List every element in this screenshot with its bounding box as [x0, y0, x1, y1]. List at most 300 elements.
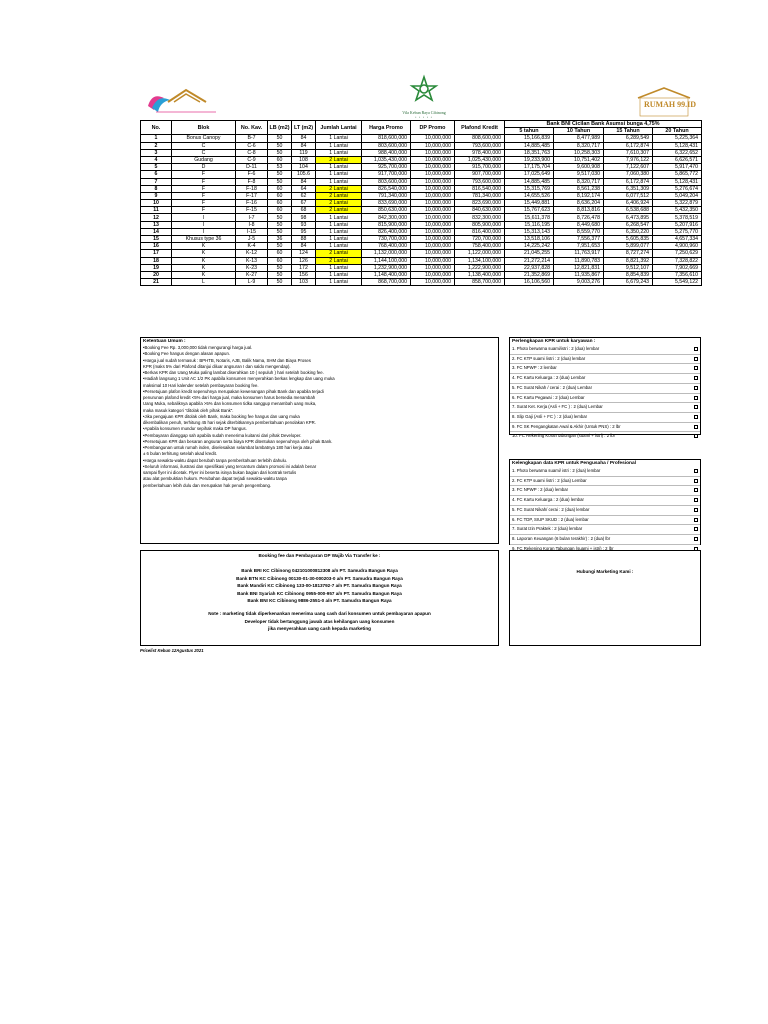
cell-c20: 6,626,571	[653, 156, 702, 163]
cell-lb: 50	[268, 279, 292, 286]
ketentuan-line-text: •Berkas KPR dan Uang Muka paling lambat diserahkan 10 ( sepuluh ) hari setelah booking fee.	[143, 370, 324, 375]
cell-c10: 12,821,831	[554, 264, 604, 271]
bank-account-line	[141, 567, 498, 574]
cell-c15: 7,060,380	[604, 171, 653, 178]
karyawan-item	[510, 403, 700, 413]
ketentuan-line-text: •Booking Fee Rp. 3,000,000 tidak mengurangi harga jual.	[143, 345, 253, 350]
bank-note-line	[141, 618, 498, 625]
karyawan-item-text: 4. FC Kartu Keluarga : 2 (dua) Lembar	[512, 375, 586, 381]
cell-plafond: 781,340,000	[455, 192, 505, 199]
cell-lt: 98	[292, 214, 316, 221]
profesional-item	[510, 477, 700, 487]
cell-c5: 22,937,828	[505, 264, 554, 271]
profesional-item-text: 4. FC Kartu Keluarga : 2 (dua) lembar	[512, 497, 584, 503]
cell-no: 15	[141, 236, 172, 243]
cell-dp: 10,000,000	[411, 221, 455, 228]
header-plafond: Plafond Kredit	[455, 121, 505, 135]
profesional-item	[510, 496, 700, 506]
cell-blok: F	[172, 185, 236, 192]
cell-lb: 50	[268, 214, 292, 221]
cell-kav: F-6	[236, 171, 268, 178]
cell-plafond: 816,400,000	[455, 228, 505, 235]
karyawan-item-text: 7. Surat Ket. Kerja (Asli + FC ) : 2 (dua) Lembar	[512, 404, 603, 410]
cell-c5: 14,885,485	[505, 178, 554, 185]
table-row	[141, 185, 702, 192]
cell-harga: 826,400,000	[362, 228, 411, 235]
cell-lantai: 2 Lantai	[316, 200, 362, 207]
cell-lb: 60	[268, 185, 292, 192]
karyawan-item	[510, 364, 700, 374]
cell-lantai: 1 Lantai	[316, 243, 362, 250]
cell-no: 4	[141, 156, 172, 163]
cell-lt: 124	[292, 250, 316, 257]
cell-lt: 84	[292, 243, 316, 250]
cell-blok: K	[172, 250, 236, 257]
table-row	[141, 243, 702, 250]
cell-harga: 850,630,000	[362, 207, 411, 214]
ketentuan-line-text: •Booking Fee hangus dengan alasan apapun.	[143, 351, 231, 357]
cell-c20: 5,432,350	[653, 207, 702, 214]
cell-lt: 108	[292, 156, 316, 163]
cell-c10: 9,003,276	[554, 279, 604, 286]
cell-c20: 5,549,122	[653, 279, 702, 286]
cell-dp: 10,000,000	[411, 243, 455, 250]
cell-lb: 60	[268, 250, 292, 257]
ketentuan-line-text: •Pembangunan untuk rumah inden, diselesaikan selambat lambatnya 180 hari kerja atau	[143, 445, 312, 450]
table-row	[141, 250, 702, 257]
cell-lb: 50	[268, 243, 292, 250]
header-no: No.	[141, 121, 172, 135]
bank-account-line-text: Bank BRI KC Cibinong 042101000812308 a/n PT. Samudra Bangun Raya	[241, 568, 398, 574]
cell-c20: 5,378,519	[653, 214, 702, 221]
cell-lt: 84	[292, 178, 316, 185]
cell-blok: Khusus type 36	[172, 236, 236, 243]
ketentuan-line-text: dikembalikan penuh, terhitung 45 hari sejak diterbitkannya pemberitahuan penolakan KPR.	[143, 420, 316, 425]
checkbox-icon	[694, 518, 698, 522]
checkbox-icon	[694, 396, 698, 400]
header-lb: LB (m2)	[268, 121, 292, 135]
cell-blok: I	[172, 228, 236, 235]
cell-lantai: 1 Lantai	[316, 164, 362, 171]
cell-lantai: 1 Lantai	[316, 271, 362, 278]
cell-harga: 1,144,100,000	[362, 257, 411, 264]
table-row	[141, 200, 702, 207]
ketentuan-box	[140, 337, 499, 544]
karyawan-item-text: 6. FC Kartu Pegawai : 2 (dua) Lembar	[512, 394, 585, 400]
cell-kav: F-18	[236, 185, 268, 192]
karyawan-item-text: 3. FC NPWP : 2 lembar	[512, 365, 557, 371]
cell-harga: 842,300,000	[362, 214, 411, 221]
karyawan-item	[510, 423, 700, 433]
cell-lt: 95	[292, 228, 316, 235]
cell-c15: 6,172,874	[604, 142, 653, 149]
bank-account-line-text: Bank BTN KC Cibinong 00130-01-30-000203-0 a/n PT. Samudra Bangun Raya	[236, 575, 403, 581]
cell-plafond: 805,900,000	[455, 221, 505, 228]
karyawan-title: Perlengkapan KPR untuk karyawan :	[512, 339, 596, 344]
cell-lantai: 1 Lantai	[316, 228, 362, 235]
cell-no: 1	[141, 135, 172, 142]
cell-lantai: 1 Lantai	[316, 178, 362, 185]
cell-no: 21	[141, 279, 172, 286]
table-row	[141, 164, 702, 171]
cell-lt: 64	[292, 185, 316, 192]
cell-c15: 5,899,077	[604, 243, 653, 250]
cell-no: 9	[141, 192, 172, 199]
marketing-contact-box	[509, 550, 701, 646]
table-row	[141, 257, 702, 264]
cell-lantai: 1 Lantai	[316, 142, 362, 149]
cell-c15: 6,679,243	[604, 279, 653, 286]
cell-c15: 7,976,122	[604, 156, 653, 163]
cell-dp: 10,000,000	[411, 185, 455, 192]
cell-c20: 5,049,204	[653, 192, 702, 199]
cell-kav: I-15	[236, 228, 268, 235]
table-row	[141, 149, 702, 156]
cell-plafond: 1,222,900,000	[455, 264, 505, 271]
cell-lantai: 1 Lantai	[316, 221, 362, 228]
checkbox-icon	[694, 537, 698, 541]
cell-plafond: 808,600,000	[455, 135, 505, 142]
cell-dp: 10,000,000	[411, 271, 455, 278]
cell-lantai: 2 Lantai	[316, 192, 362, 199]
cell-c5: 15,767,623	[505, 207, 554, 214]
cell-kav: K-4	[236, 243, 268, 250]
cell-dp: 10,000,000	[411, 149, 455, 156]
cell-lb: 60	[268, 156, 292, 163]
bank-note-line	[141, 625, 498, 632]
cell-lt: 105.6	[292, 171, 316, 178]
cell-kav: C-6	[236, 142, 268, 149]
karyawan-item	[510, 345, 700, 355]
bank-note-line	[141, 610, 498, 617]
cell-dp: 10,000,000	[411, 192, 455, 199]
cell-c10: 7,556,377	[554, 236, 604, 243]
cell-lt: 88	[292, 236, 316, 243]
profesional-item-text: 7. Surat Izin Praktek : 2 (dua) lembar	[512, 526, 583, 532]
cell-dp: 10,000,000	[411, 236, 455, 243]
cell-lantai: 2 Lantai	[316, 250, 362, 257]
profesional-item-text: 1. Photo berwarna suami/ istri : 2 (dua) lembar	[512, 468, 601, 473]
cell-c5: 13,518,106	[505, 236, 554, 243]
cell-plafond: 1,122,000,000	[455, 250, 505, 257]
cell-lantai: 1 Lantai	[316, 171, 362, 178]
cell-blok: F	[172, 171, 236, 178]
ketentuan-line-text: •Persetujuan plafon kredit sepenuhnya merupakan kewenangan pihak Bank dan apabila terjadi	[143, 388, 324, 394]
cell-c10: 10,751,402	[554, 156, 604, 163]
profesional-item	[510, 535, 700, 545]
cell-c10: 8,449,680	[554, 221, 604, 228]
cell-lantai: 1 Lantai	[316, 149, 362, 156]
cell-harga: 1,148,400,000	[362, 271, 411, 278]
header-blok: Blok	[172, 121, 236, 135]
cell-lb: 50	[268, 228, 292, 235]
cell-c5: 21,272,214	[505, 257, 554, 264]
profesional-box	[509, 459, 701, 551]
cell-lt: 172	[292, 264, 316, 271]
checkbox-icon	[694, 527, 698, 531]
cell-harga: 818,600,000	[362, 135, 411, 142]
cell-c15: 8,821,392	[604, 257, 653, 264]
cell-plafond: 858,700,000	[455, 279, 505, 286]
cell-harga: 768,400,000	[362, 243, 411, 250]
cell-c20: 5,865,772	[653, 171, 702, 178]
cell-no: 3	[141, 149, 172, 156]
cell-plafond: 1,025,430,000	[455, 156, 505, 163]
bank-note-line-text: Note : marketing tidak diperkenankan menerima uang cash dari konsumen untuk pembayaran apapun	[208, 611, 431, 617]
cell-c5: 15,166,839	[505, 135, 554, 142]
checkbox-icon	[694, 498, 698, 502]
cell-c15: 6,077,512	[604, 192, 653, 199]
cell-c10: 9,600,908	[554, 164, 604, 171]
profesional-item	[510, 525, 700, 535]
cell-lt: 103	[292, 279, 316, 286]
cell-c5: 17,175,704	[505, 164, 554, 171]
cell-lt: 156	[292, 271, 316, 278]
cell-c20: 5,322,879	[653, 200, 702, 207]
cell-no: 5	[141, 164, 172, 171]
cell-dp: 10,000,000	[411, 142, 455, 149]
checkbox-icon	[694, 425, 698, 429]
cell-kav: I-8	[236, 221, 268, 228]
cell-lb: 50	[268, 178, 292, 185]
cell-kav: F-16	[236, 200, 268, 207]
karyawan-item	[510, 355, 700, 365]
karyawan-item	[510, 374, 700, 384]
ketentuan-line-text: Uang Muka, sebaliknya apabila >5% dan konsumen tidka sanggup menambah uang muka,	[143, 401, 317, 407]
ketentuan-line-text: sampai flyer ini dicetak. Flyer ini beserta isinya bukan bagian dari kontrak tertulis	[143, 470, 297, 475]
profesional-item-text: 9. FC Rekening Koran Tabungan (suami + istri) : 2 lbr	[512, 545, 614, 551]
karyawan-item	[510, 413, 700, 423]
cell-c10: 8,320,717	[554, 142, 604, 149]
cell-blok: Gudang	[172, 156, 236, 163]
cell-dp: 10,000,000	[411, 164, 455, 171]
profesional-item-text: 5. FC Surat Nikah/ cerai : 2 (dua) lembar	[512, 506, 590, 512]
cell-lb: 50	[268, 135, 292, 142]
cell-plafond: 793,600,000	[455, 142, 505, 149]
ketentuan-line-text: ± 6 bulan terhitung setelah akad kredit.	[143, 451, 218, 457]
cell-harga: 988,400,000	[362, 149, 411, 156]
cell-no: 18	[141, 257, 172, 264]
karyawan-item-text: 9. FC SK Pengangkatan Awal & Akhir (Untuk PNS) : 2 lbr	[512, 423, 621, 429]
cell-c10: 8,726,478	[554, 214, 604, 221]
cell-kav: L-9	[236, 279, 268, 286]
cell-c15: 7,610,307	[604, 149, 653, 156]
cell-c5: 21,045,255	[505, 250, 554, 257]
cell-kav: K-27	[236, 271, 268, 278]
cell-blok: C	[172, 149, 236, 156]
bank-account-line-text: Bank BNI KC Cibinong 9886-2551-0 a/n PT. Samudra Bangun Raya	[247, 598, 392, 604]
profesional-title: Kelengkapan data KPR untuk Pengusaha / Profesional	[512, 461, 636, 466]
cell-kav: C-8	[236, 149, 268, 156]
karyawan-item	[510, 394, 700, 404]
cell-blok: C	[172, 142, 236, 149]
cell-c15: 6,538,688	[604, 207, 653, 214]
cell-plafond: 978,400,000	[455, 149, 505, 156]
cell-c5: 15,315,769	[505, 185, 554, 192]
profesional-item-text: 3. FC NPWP : 2 (dua) lembar	[512, 487, 569, 493]
cell-kav: J-5	[236, 236, 268, 243]
cell-lantai: 1 Lantai	[316, 264, 362, 271]
ketentuan-line-text: •Hadiah langsung 1 Unit AC 1/2 PK apabila konsumen menyerahkan berkas lengkap dan uang muka	[143, 376, 335, 382]
cell-c20: 5,128,431	[653, 142, 702, 149]
logo-caption: Vila Kebun Raya Cibinong	[402, 110, 446, 115]
cell-c15: 6,351,309	[604, 185, 653, 192]
cell-lb: 60	[268, 192, 292, 199]
cell-blok: K	[172, 271, 236, 278]
cell-lb: 50	[268, 149, 292, 156]
ketentuan-line-text: •Persetujuan KPR dan besaran angsuran serta biaya KPR ditentukan sepenuhnya oleh pihak Bank.	[143, 438, 333, 444]
cell-c5: 15,116,195	[505, 221, 554, 228]
cell-blok: D	[172, 164, 236, 171]
cell-c10: 11,890,783	[554, 257, 604, 264]
cell-c10: 7,951,653	[554, 243, 604, 250]
bank-account-line-text: Bank BNI Syariah KC Cibinong 0955-000-957 a/n PT. Samudra Bangun Raya	[237, 590, 402, 596]
cell-no: 17	[141, 250, 172, 257]
karyawan-item-text: 8. Slip Gaji (Asli + FC ) : 2 (dua) lembar	[512, 413, 588, 419]
karyawan-box	[509, 337, 701, 439]
ketentuan-line-text: maksimal 10 Hari kalender setelah pembayaran booking fee.	[143, 382, 259, 388]
cell-c20: 5,207,916	[653, 221, 702, 228]
cell-kav: D-11	[236, 164, 268, 171]
cell-plafond: 758,400,000	[455, 243, 505, 250]
cell-c10: 8,320,717	[554, 178, 604, 185]
cell-lantai: 2 Lantai	[316, 257, 362, 264]
cell-blok: K	[172, 243, 236, 250]
karyawan-item-text: 1. Photo berwarna suami/istri : 2 (dua) lembar	[512, 346, 600, 351]
profesional-item-text: 6. FC TDP, SIUP SKUD : 2 (dua) lembar	[512, 516, 589, 522]
cell-c5: 21,352,869	[505, 271, 554, 278]
cell-lt: 126	[292, 257, 316, 264]
cell-lantai: 2 Lantai	[316, 207, 362, 214]
bank-note-line-text: Developer tidak bertanggung jawab atas kehilangan uang konsumen	[244, 618, 395, 624]
cell-c5: 14,225,242	[505, 243, 554, 250]
cell-c15: 6,289,549	[604, 135, 653, 142]
cell-c5: 17,025,649	[505, 171, 554, 178]
cell-no: 12	[141, 214, 172, 221]
cell-plafond: 823,690,000	[455, 200, 505, 207]
table-row	[141, 214, 702, 221]
cell-lantai: 2 Lantai	[316, 185, 362, 192]
cell-lb: 50	[268, 264, 292, 271]
cell-c5: 19,233,900	[505, 156, 554, 163]
cell-c20: 5,128,431	[653, 178, 702, 185]
cell-c10: 9,517,030	[554, 171, 604, 178]
table-row	[141, 221, 702, 228]
cell-no: 20	[141, 271, 172, 278]
profesional-item	[510, 506, 700, 516]
table-row	[141, 207, 702, 214]
cell-blok: K	[172, 264, 236, 271]
cell-c15: 6,406,924	[604, 200, 653, 207]
pricelist-footnote: Pricelist Kebun 12Agustus 2021	[140, 648, 204, 653]
cell-no: 2	[141, 142, 172, 149]
cell-kav: K-12	[236, 250, 268, 257]
cell-c15: 6,172,874	[604, 178, 653, 185]
cell-no: 8	[141, 185, 172, 192]
cell-lt: 119	[292, 149, 316, 156]
cell-harga: 1,132,000,000	[362, 250, 411, 257]
cell-lb: 60	[268, 207, 292, 214]
bank-transfer-title: Booking fee dan Pembayaran DP Wajib Via Transfer ke :	[258, 553, 381, 558]
cell-c10: 8,636,204	[554, 200, 604, 207]
developer-logo	[146, 84, 226, 120]
cell-c20: 5,275,770	[653, 228, 702, 235]
cell-no: 19	[141, 264, 172, 271]
karyawan-item-text: 5. FC Surat Nikah / cerai : 2 (dua) Lembar	[512, 384, 593, 390]
table-row	[141, 135, 702, 142]
ketentuan-line-text: penurunan plafond kredit <5% dari harga jual, maka konsumen harus bersedia menambah	[143, 395, 316, 400]
ketentuan-line-text: atau alat pembuktian hukum. Perubahan dapat terjadi sewaktu-waktu tanpa	[143, 476, 287, 482]
cell-c15: 9,512,107	[604, 264, 653, 271]
cell-blok: I	[172, 221, 236, 228]
profesional-item-text: 8. Laporan Keuangan (6 bulan terakhir) : 2 (dua) lbr	[512, 535, 611, 541]
cell-plafond: 1,134,100,000	[455, 257, 505, 264]
cell-blok: L	[172, 279, 236, 286]
karyawan-item-text: 2. FC KTP suami /istri : 2 (dua) lembar	[512, 355, 586, 361]
logo-subcaption: • • • • •	[415, 115, 433, 119]
cell-c20: 7,356,610	[653, 271, 702, 278]
marketing-contact-title: Hubungi Marketing Kami :	[576, 569, 634, 574]
checkbox-icon	[694, 415, 698, 419]
cell-lantai: 1 Lantai	[316, 279, 362, 286]
cell-no: 16	[141, 243, 172, 250]
cell-dp: 10,000,000	[411, 264, 455, 271]
cell-harga: 868,700,000	[362, 279, 411, 286]
rumah99-logo	[634, 86, 694, 118]
cell-kav: F-8	[236, 178, 268, 185]
ketentuan-line	[141, 483, 498, 489]
cell-dp: 10,000,000	[411, 135, 455, 142]
cell-blok: F	[172, 207, 236, 214]
cell-lt: 67	[292, 200, 316, 207]
cell-harga: 1,035,430,000	[362, 156, 411, 163]
cell-dp: 10,000,000	[411, 257, 455, 264]
cell-plafond: 907,700,000	[455, 171, 505, 178]
header-tenor-20: 20 Tahun	[653, 128, 702, 135]
cell-harga: 826,540,000	[362, 185, 411, 192]
ketentuan-line-text: •Harga jual sudah termasuk : BPHTB, Notaris, AJB, Balik Nama, SHM dan Biaya Proses	[143, 357, 311, 363]
ketentuan-line-text: •Seluruh informasi, ilustrasi dan spesifikasi yang tercantum dalam promosi ini adalah benar	[143, 463, 317, 469]
cell-harga: 791,340,000	[362, 192, 411, 199]
profesional-item-text: 2. FC KTP suami /istri : 2 (dua) Lembar	[512, 477, 587, 483]
cell-no: 6	[141, 171, 172, 178]
cell-plafond: 840,630,000	[455, 207, 505, 214]
checkbox-icon	[694, 488, 698, 492]
cell-plafond: 720,700,000	[455, 236, 505, 243]
checkbox-icon	[694, 405, 698, 409]
cell-c10: 11,935,867	[554, 271, 604, 278]
cell-harga: 917,700,000	[362, 171, 411, 178]
cell-lb: 50	[268, 271, 292, 278]
table-row	[141, 142, 702, 149]
bank-account-line	[141, 597, 498, 604]
ketentuan-line-text: •Harga sewaktu-waktu dapat berubah tanpa pemberitahuan terlebih dahulu.	[143, 457, 288, 463]
cell-no: 7	[141, 178, 172, 185]
cell-c10: 11,763,917	[554, 250, 604, 257]
cell-kav: K-13	[236, 257, 268, 264]
checkbox-icon	[694, 376, 698, 380]
cell-kav: B-7	[236, 135, 268, 142]
cell-lantai: 1 Lantai	[316, 214, 362, 221]
cell-harga: 925,700,000	[362, 164, 411, 171]
cell-dp: 10,000,000	[411, 207, 455, 214]
cell-blok: I	[172, 214, 236, 221]
cell-harga: 833,690,000	[362, 200, 411, 207]
cell-c15: 6,350,220	[604, 228, 653, 235]
cell-blok: F	[172, 200, 236, 207]
cell-harga: 803,600,000	[362, 178, 411, 185]
cell-blok: Bonus Canopy	[172, 135, 236, 142]
